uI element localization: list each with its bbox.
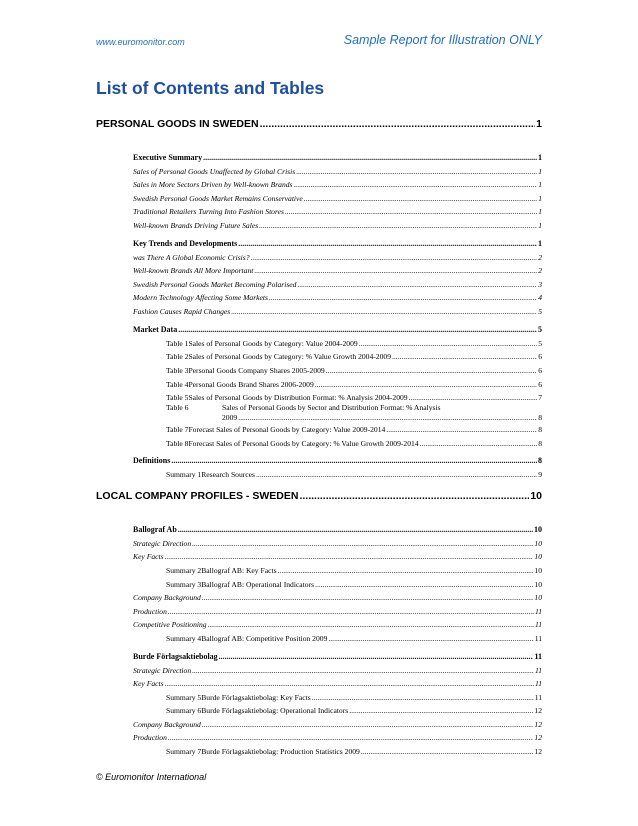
toc-table-number: Table 3 [166,366,189,375]
dot-leader [299,490,529,502]
toc-entry-continuation[interactable] [222,413,542,422]
toc-entry-label: LOCAL COMPANY PROFILES - SWEDEN [96,490,299,502]
dot-leader [171,456,537,465]
toc-entry-table[interactable] [166,693,542,702]
toc-entry-table[interactable] [166,634,542,643]
toc-item[interactable] [133,207,542,216]
dot-leader [386,425,537,434]
toc-entry-label: Forecast Sales of Personal Goods by Category: Value 2009-2014 [188,425,386,434]
dot-leader [208,620,534,629]
toc-table-number: Table 1 [166,339,189,348]
toc-entry-table[interactable] [166,339,542,348]
dot-leader [312,693,534,702]
dot-leader [285,207,537,216]
toc-table-number: Table 6 [166,403,189,412]
dot-leader [168,607,534,616]
toc-entry-label: was There A Global Economic Crisis? [133,253,250,262]
toc-entry-label: Production [133,733,167,742]
dot-leader [231,307,537,316]
toc-entry-label: Company Background [133,593,201,602]
dot-leader [349,706,533,715]
toc-entry-label: Burde Förlagsaktiebolag: Production Statistics 2009 [201,747,360,756]
toc-item[interactable] [133,593,542,602]
toc-page-number: 11 [534,693,542,702]
toc-table-number: Table 8 [166,439,189,448]
toc-entry-label: Well-known Brands Driving Future Sales [133,221,259,230]
toc-item[interactable] [133,167,542,176]
dot-leader [328,634,533,643]
toc-item[interactable] [133,253,542,262]
dot-leader [420,439,538,448]
toc-page-number: 11 [534,607,542,616]
dot-leader [269,293,537,302]
toc-item[interactable] [133,266,542,275]
toc-page-number: 3 [538,280,542,289]
page-title: List of Contents and Tables [96,78,325,98]
toc-item[interactable] [133,280,542,289]
dot-leader [256,470,537,479]
toc-table-number: Summary 6 [166,706,202,715]
dot-leader [296,167,537,176]
toc-entry-label: Ballograf AB: Competitive Position 2009 [201,634,328,643]
toc-page-number: 11 [534,652,542,661]
toc-entry-label: Sales of Personal Goods Unaffected by Global Crisis [133,167,296,176]
toc-table-number: Table 7 [166,425,189,434]
toc-table-number: Summary 5 [166,693,202,702]
toc-entry-label: Well-known Brands All More Important [133,266,254,275]
toc-page-number: 12 [534,747,542,756]
toc-table-number: Summary 2 [166,566,202,575]
toc-entry-label: Production [133,607,167,616]
dot-leader [392,352,537,361]
toc-item[interactable] [133,733,542,742]
toc-entry-label: Company Background [133,720,201,729]
toc-page-number: 10 [534,593,542,602]
toc-subsection[interactable] [133,239,542,248]
toc-page-number: 5 [538,325,542,334]
toc-item[interactable] [133,620,542,629]
toc-item[interactable] [133,194,542,203]
toc-entry-label: Ballograf AB: Operational Indicators [201,580,315,589]
toc-item[interactable] [133,679,542,688]
toc-table-number: Summary 1 [166,470,202,479]
toc-entry-label: Definitions [133,456,171,465]
dot-leader [238,413,537,422]
toc-page-number: 12 [534,720,542,729]
toc-page-number: 1 [538,221,542,230]
dot-leader [202,720,534,729]
toc-entry-label: Fashion Causes Rapid Changes [133,307,231,316]
toc-item[interactable] [133,720,542,729]
toc-entry-label: Sales of Personal Goods by Distribution Format: % Analysis 2004-2009 [188,393,408,402]
toc-item[interactable] [133,539,542,548]
toc-page-number: 6 [538,366,542,375]
toc-section[interactable] [96,490,542,502]
toc-page-number: 4 [538,293,542,302]
toc-entry-table[interactable] [166,706,542,715]
toc-page-number: 8 [538,413,542,422]
dot-leader [238,239,537,248]
toc-page-number: 5 [538,339,542,348]
toc-page-number: 1 [538,194,542,203]
toc-subsection[interactable] [133,525,542,534]
dot-leader [219,652,534,661]
toc-entry-label: Swedish Personal Goods Market Becoming Polarised [133,280,297,289]
header-url[interactable]: www.euromonitor.com [96,37,185,47]
toc-entry-label: Swedish Personal Goods Market Remains Conservative [133,194,303,203]
toc-page-number: 8 [538,425,542,434]
toc-entry-label: Strategic Direction [133,666,192,675]
toc-page-number: 2 [538,266,542,275]
dot-leader [254,266,537,275]
toc-entry-label: PERSONAL GOODS IN SWEDEN [96,118,259,130]
toc-subsection[interactable] [133,652,542,661]
toc-entry-label: Key Facts [133,552,164,561]
dot-leader [178,325,537,334]
dot-leader [168,733,534,742]
dot-leader [315,380,537,389]
toc-page-number: 11 [534,666,542,675]
toc-entry-table[interactable] [166,566,542,575]
toc-page-number: 10 [534,552,542,561]
toc-entry-label: Sales of Personal Goods by Category: % Value Growth 2004-2009 [188,352,391,361]
toc-entry-label: Sales of Personal Goods by Category: Value 2004-2009 [188,339,358,348]
toc-page-number: 11 [534,620,542,629]
toc-subsection[interactable] [133,325,542,334]
toc-entry-label: Traditional Retailers Turning Into Fashion Stores [133,207,284,216]
toc-item[interactable] [133,307,542,316]
dot-leader [178,525,533,534]
toc-page-number: 12 [534,733,542,742]
toc-table-number: Table 5 [166,393,189,402]
dot-leader [304,194,537,203]
toc-entry-table[interactable] [166,403,542,412]
toc-entry-label: Forecast Sales of Personal Goods by Category: % Value Growth 2009-2014 [188,439,419,448]
toc-entry-label: Key Trends and Developments [133,239,238,248]
toc-page-number: 1 [538,167,542,176]
toc-entry-label: Sales of Personal Goods by Sector and Distribution Format: % Analysis [222,403,441,412]
toc-item[interactable] [133,293,542,302]
toc-page-number: 10 [530,490,542,502]
toc-entry-label: Personal Goods Brand Shares 2006-2009 [188,380,314,389]
toc-item[interactable] [133,180,542,189]
toc-page-number: 8 [538,439,542,448]
dot-leader [409,393,538,402]
dot-leader [315,580,533,589]
toc-table-number: Table 4 [166,380,189,389]
toc-page-number: 1 [538,153,542,162]
toc-entry-label: Research Sources [201,470,256,479]
toc-entry-label: Burde Förlagsaktiebolag: Operational Indicators [201,706,349,715]
toc-page-number: 10 [534,566,542,575]
dot-leader [251,253,538,262]
toc-item[interactable] [133,666,542,675]
toc-entry-label: Strategic Direction [133,539,192,548]
toc-entry-table[interactable] [166,366,542,375]
dot-leader [326,366,537,375]
toc-entry-label: Modern Technology Affecting Some Markets [133,293,268,302]
toc-entry-label: Burde Förlagsaktiebolag [133,652,218,661]
dot-leader [192,666,534,675]
toc-table-number: Summary 4 [166,634,202,643]
toc-entry-label: Sales in More Sectors Driven by Well-known Brands [133,180,293,189]
toc-entry-table[interactable] [166,380,542,389]
toc-table-number: Summary 3 [166,580,202,589]
dot-leader [259,221,537,230]
toc-table-number: Table 2 [166,352,189,361]
toc-subsection[interactable] [133,456,542,465]
dot-leader [359,339,538,348]
toc-entry-label-cont: 2009 [222,413,238,422]
toc-page-number: 9 [538,470,542,479]
dot-leader [165,552,534,561]
toc-entry-table[interactable] [166,470,542,479]
toc-page-number: 2 [538,253,542,262]
dot-leader [260,118,536,130]
toc-page-number: 11 [534,679,542,688]
toc-entry-label: Key Facts [133,679,164,688]
toc-page-number: 1 [538,207,542,216]
toc-entry-table[interactable] [166,393,542,402]
toc-entry-table[interactable] [166,439,542,448]
toc-subsection[interactable] [133,153,542,162]
toc-entry-table[interactable] [166,747,542,756]
toc-entry-label: Executive Summary [133,153,203,162]
toc-page-number: 10 [534,539,542,548]
toc-page-number: 12 [534,706,542,715]
toc-page-number: 1 [538,180,542,189]
toc-entry-label: Burde Förlagsaktiebolag: Key Facts [201,693,311,702]
dot-leader [202,593,534,602]
toc-page-number: 5 [538,307,542,316]
toc-entry-table[interactable] [166,352,542,361]
dot-leader [297,280,537,289]
toc-page-number: 7 [538,393,542,402]
toc-page-number: 10 [534,580,542,589]
toc-entry-label: Ballograf AB: Key Facts [201,566,277,575]
toc-entry-label: Competitive Positioning [133,620,207,629]
dot-leader [294,180,538,189]
toc-section[interactable] [96,118,542,130]
toc-entry-label: Market Data [133,325,178,334]
toc-item[interactable] [133,221,542,230]
toc-page-number: 1 [538,239,542,248]
toc-page-number: 10 [534,525,542,534]
header-sample-notice: Sample Report for Illustration ONLY [343,33,542,47]
toc-table-number: Summary 7 [166,747,202,756]
dot-leader [361,747,534,756]
toc-entry-table[interactable] [166,425,542,434]
toc-page-number: 11 [534,634,542,643]
toc-item[interactable] [133,607,542,616]
toc-entry-table[interactable] [166,580,542,589]
toc-page-number: 8 [538,456,542,465]
toc-item[interactable] [133,552,542,561]
toc-page-number: 6 [538,380,542,389]
dot-leader [192,539,533,548]
dot-leader [278,566,534,575]
toc-entry-label: Personal Goods Company Shares 2005-2009 [188,366,325,375]
dot-leader [165,679,534,688]
toc-entry-label: Ballograf Ab [133,525,177,534]
dot-leader [203,153,537,162]
toc-page-number: 6 [538,352,542,361]
footer-copyright: © Euromonitor International [96,772,207,782]
toc-page-number: 1 [536,118,542,130]
